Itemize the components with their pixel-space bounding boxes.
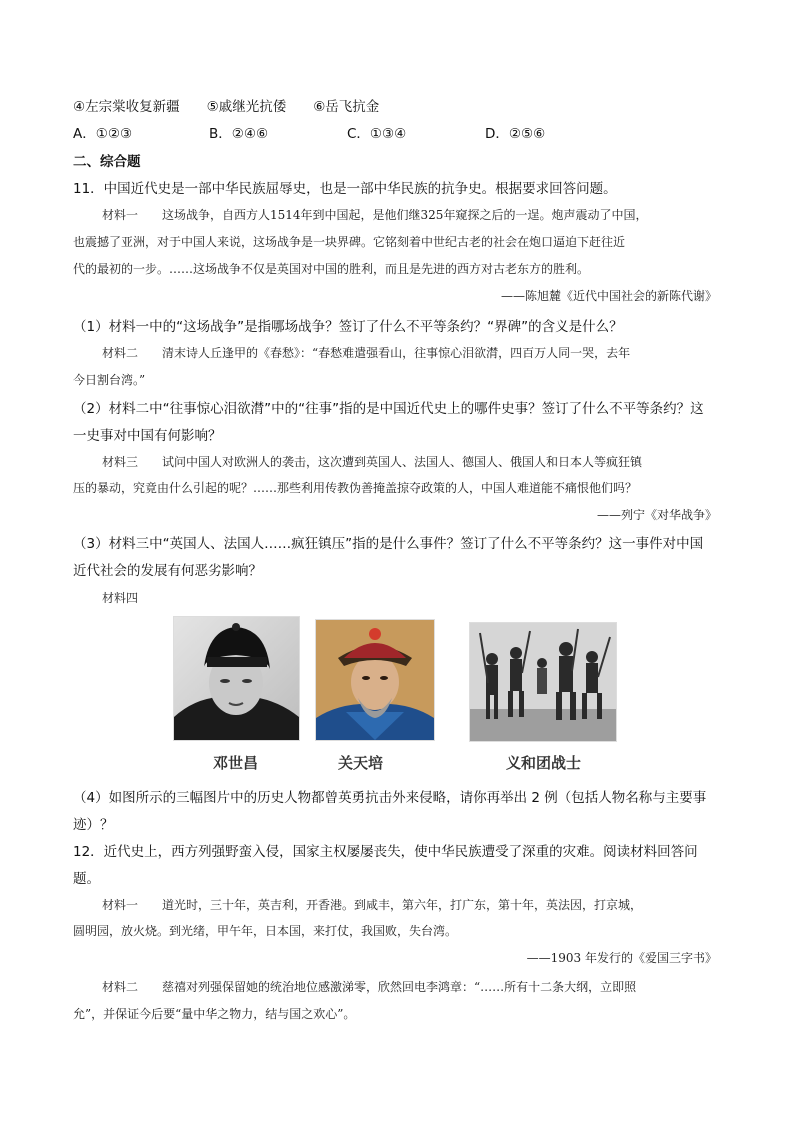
options-line: ④左宗棠收复新疆 ⑤戚继光抗倭 ⑥岳飞抗金 bbox=[73, 99, 380, 115]
q11-question4-line1: （4）如图所示的三幅图片中的历史人物都曾英勇抗击外来侵略，请你再举出 2 例（包括人物名称与主要事 bbox=[73, 790, 707, 806]
q12-material1-source: ——1903 年发行的《爱国三字书》 bbox=[526, 951, 717, 965]
choice-d: D．②⑤⑥ bbox=[485, 126, 546, 142]
q12-material1-line2: 圆明园，放火烧。到光绪，甲午年，日本国，来打仗，我国败，失台湾。 bbox=[73, 924, 458, 938]
q11-question2-line1: （2）材料二中“往事惊心泪欲潸”中的“往事”指的是中国近代史上的哪件史事？签订了什么不平等条约？这 bbox=[73, 401, 704, 417]
choice-c: C．①③④ bbox=[347, 126, 407, 142]
deng-shichang-portrait-icon bbox=[174, 617, 299, 740]
boxer-fighters-photo bbox=[469, 622, 617, 742]
q11-material1-source: ——陈旭麓《近代中国社会的新陈代谢》 bbox=[500, 289, 717, 303]
q11-material2-line2: 今日割台湾。” bbox=[73, 373, 146, 387]
q11-material1-line2: 也震撼了亚洲，对于中国人来说，这场战争是一块界碑。它铭刻着中世纪古老的社会在炮口逼迫下赶往近 bbox=[73, 235, 626, 249]
q11-material4-label: 材料四 bbox=[102, 591, 139, 605]
q12-material2-line2: 允”，并保证今后要“量中华之物力，结与国之欢心”。 bbox=[73, 1007, 356, 1021]
q11-material1-line1: 材料一 这场战争，自西方人1514年到中国起，是他们继325年窥探之后的一逞。炮声震动了中国， bbox=[102, 208, 648, 222]
q11-material2-line1: 材料二 清末诗人丘逢甲的《春愁》：“春愁难遣强看山，往事惊心泪欲潸，四百万人同一哭，去年 bbox=[102, 346, 631, 360]
caption-boxer-fighters: 义和团战士 bbox=[506, 754, 582, 772]
q11-question4-line2: 迹）？ bbox=[73, 817, 114, 833]
guan-tianpei-photo bbox=[315, 619, 435, 741]
caption-deng-shichang: 邓世昌 bbox=[213, 754, 259, 772]
q11-question3-line2: 近代社会的发展有何恶劣影响？ bbox=[73, 563, 262, 579]
q12-stem-line1: 12．近代史上，西方列强野蛮入侵，国家主权屡屡丧失，使中华民族遭受了深重的灾难。阅读材料回答问 bbox=[73, 844, 698, 860]
choice-a: A．①②③ bbox=[73, 126, 133, 142]
q12-material1-line1: 材料一 道光时，三十年，英吉利，开香港。到咸丰，第六年，打广东，第十年，英法因，打京城， bbox=[102, 898, 643, 912]
q11-material3-line2: 压的暴动，究竟由什么引起的呢？……那些利用传教伪善掩盖掠夺政策的人，中国人难道能不痛恨他们吗？ bbox=[73, 481, 638, 495]
caption-guan-tianpei: 关天培 bbox=[338, 754, 384, 772]
q11-material3-line1: 材料三 试问中国人对欧洲人的袭击，这次遭到英国人、法国人、德国人、俄国人和日本人等疯狂镇 bbox=[102, 455, 643, 469]
q11-material3-source: ——列宁《对华战争》 bbox=[596, 508, 717, 522]
section-title: 二、综合题 bbox=[73, 154, 141, 170]
choice-b: B．②④⑥ bbox=[209, 126, 269, 142]
q11-question3-line1: （3）材料三中“英国人、法国人……疯狂镇压”指的是什么事件？签订了什么不平等条约？这一事件对中国 bbox=[73, 536, 704, 552]
q11-material1-line3: 代的最初的一步。……这场战争不仅是英国对中国的胜利，而且是先进的西方对古老东方的胜利。 bbox=[73, 262, 590, 276]
boxer-fighters-group-icon bbox=[470, 623, 616, 741]
q11-question2-line2: 一史事对中国有何影响？ bbox=[73, 428, 222, 444]
material4-figure bbox=[173, 616, 618, 776]
q12-material2-line1: 材料二 慈禧对列强保留她的统治地位感激涕零，欣然回电李鸿章：“……所有十二条大纲，立即照 bbox=[102, 980, 637, 994]
guan-tianpei-portrait-icon bbox=[316, 620, 434, 740]
q11-question1: （1）材料一中的“这场战争”是指哪场战争？签订了什么不平等条约？“界碑”的含义是什么？ bbox=[73, 319, 623, 335]
q11-stem: 11．中国近代史是一部中华民族屈辱史，也是一部中华民族的抗争史。根据要求回答问题。 bbox=[73, 181, 617, 197]
deng-shichang-photo bbox=[173, 616, 300, 741]
q12-stem-line2: 题。 bbox=[73, 871, 100, 887]
